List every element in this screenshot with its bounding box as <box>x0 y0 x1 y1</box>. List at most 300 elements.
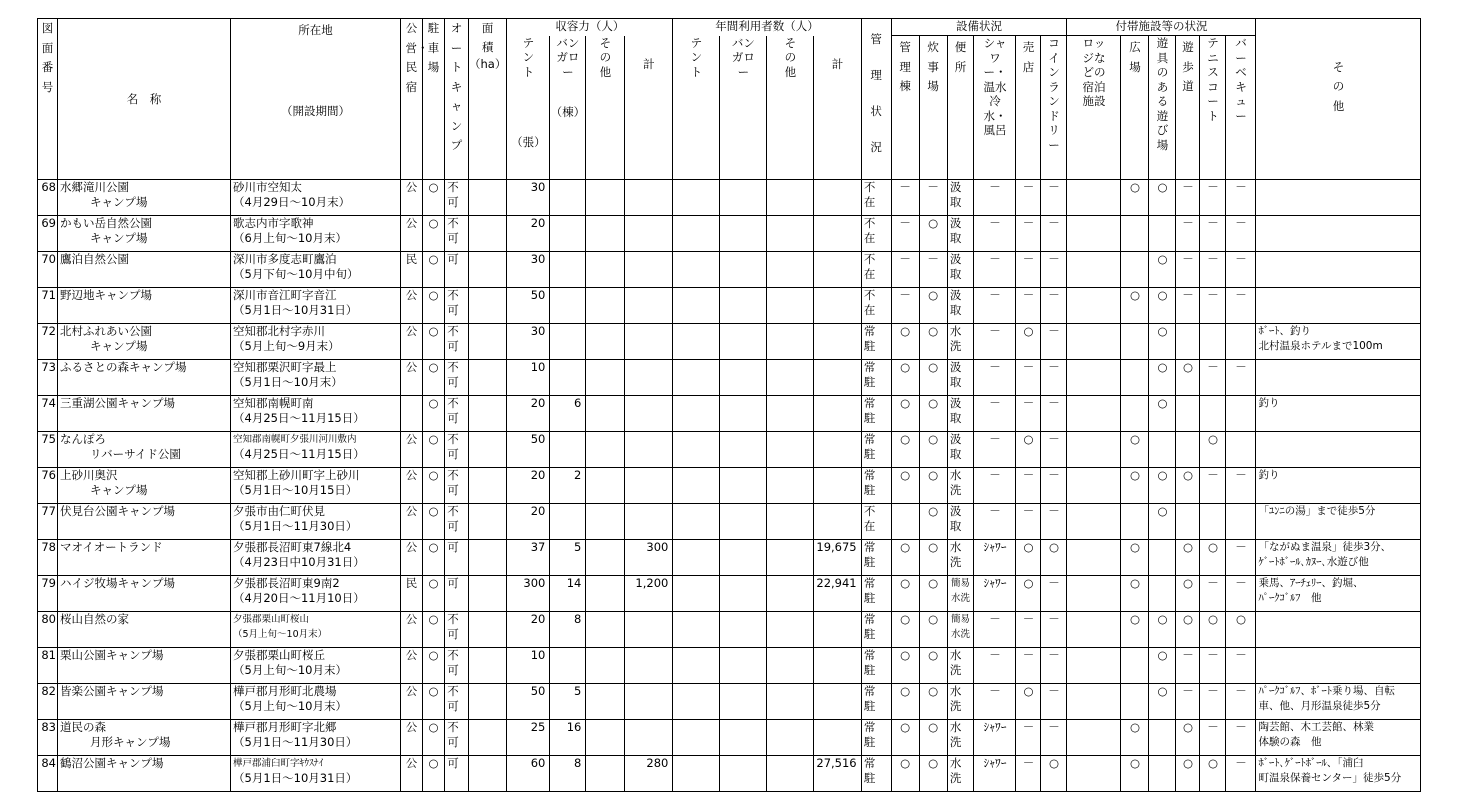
barbecue <box>1226 720 1256 756</box>
cell-play: ○ <box>1157 324 1168 338</box>
capacity-total <box>625 432 673 468</box>
tennis-court <box>1200 648 1226 684</box>
cell-kit: ○ <box>928 360 939 374</box>
walking-path <box>1176 216 1200 252</box>
table-row <box>38 540 1421 576</box>
capacity-other <box>586 612 625 648</box>
capacity-tent <box>507 396 550 432</box>
cell-other: 陶芸館、木工芸館、林業 <box>1258 721 1374 733</box>
users-tent <box>673 360 720 396</box>
cell-auto: 可 <box>447 540 459 554</box>
capacity-tent <box>507 252 550 288</box>
cell-name1: マオイオートランド <box>60 540 163 554</box>
cell-loc: 樺戸郡月形町北農場 <box>233 684 337 698</box>
capacity-bungalow <box>550 216 586 252</box>
cell-no: 76 <box>41 468 56 482</box>
users-bungalow <box>720 252 767 288</box>
capacity-other <box>586 216 625 252</box>
tennis-court <box>1200 720 1226 756</box>
cell-plaza: ○ <box>1129 756 1140 770</box>
ownership <box>401 288 423 324</box>
cell-ten: － <box>1207 360 1219 374</box>
capacity-total <box>625 612 673 648</box>
cell-loc: 夕張市由仁町伏見 <box>233 504 325 518</box>
header-cap-tent-unit: （張） <box>511 135 546 149</box>
lodge <box>1067 180 1121 216</box>
toilet <box>947 504 974 540</box>
campground-table <box>37 18 1421 792</box>
cell-no: 77 <box>41 504 56 518</box>
tennis-court <box>1200 612 1226 648</box>
cell-period: （5月1日～10月15日） <box>233 483 358 497</box>
users-other <box>767 612 814 648</box>
auto-camp <box>445 504 469 540</box>
cell-wc: 簡易水洗 <box>951 614 971 640</box>
playground <box>1149 252 1176 288</box>
cell-park: ○ <box>428 468 439 482</box>
users-bungalow <box>720 504 767 540</box>
ownership <box>401 360 423 396</box>
map-number <box>38 324 58 360</box>
cell-ldy: － <box>1048 216 1060 230</box>
auto-camp <box>445 576 469 612</box>
cell-mgmt: 常駐 <box>863 684 876 713</box>
laundry <box>1041 252 1067 288</box>
cell-mgmt: 不在 <box>863 252 876 281</box>
header-area-unit: （ha） <box>469 57 507 71</box>
barbecue <box>1226 468 1256 504</box>
header-users-bungalow: バンガロー <box>731 35 755 79</box>
management-status <box>861 288 891 324</box>
users-tent <box>673 396 720 432</box>
shop <box>1016 180 1041 216</box>
lodge <box>1067 252 1121 288</box>
tennis-court <box>1200 540 1226 576</box>
auto-camp <box>445 540 469 576</box>
cell-no: 68 <box>41 180 56 194</box>
cell-mb: ○ <box>900 684 911 698</box>
cell-period: （4月29日～10月末） <box>233 195 351 209</box>
cell-other: 釣り <box>1258 469 1280 481</box>
mgmt-building <box>891 324 919 360</box>
capacity-tent <box>507 540 550 576</box>
users-tent <box>673 468 720 504</box>
cell-ten: － <box>1207 468 1219 482</box>
cell-name1: 野辺地キャンプ場 <box>60 288 152 302</box>
lodge <box>1067 360 1121 396</box>
laundry <box>1041 432 1067 468</box>
map-number <box>38 468 58 504</box>
shower <box>974 468 1016 504</box>
shower <box>974 612 1016 648</box>
management-status <box>861 324 891 360</box>
facility-name <box>58 288 231 324</box>
capacity-tent <box>507 612 550 648</box>
mgmt-building <box>891 468 919 504</box>
facility-name <box>58 324 231 360</box>
cell-period: （5月1日～11月30日） <box>233 735 358 749</box>
cell-loc: 樺戸郡月形町字北郷 <box>233 720 337 734</box>
cell-ten: ○ <box>1207 612 1218 626</box>
capacity-bungalow <box>550 504 586 540</box>
playground <box>1149 504 1176 540</box>
map-number <box>38 756 58 792</box>
capacity-bungalow <box>550 720 586 756</box>
area <box>469 684 507 720</box>
mgmt-building <box>891 720 919 756</box>
location-period <box>231 396 401 432</box>
other-facilities <box>1256 360 1421 396</box>
cell-mgmt: 常駐 <box>863 432 876 461</box>
header-area: 面積 <box>481 21 494 54</box>
cell-plaza: ○ <box>1129 468 1140 482</box>
users-bungalow <box>720 756 767 792</box>
cell-ten: － <box>1207 720 1219 734</box>
toilet <box>947 684 974 720</box>
mgmt-building <box>891 684 919 720</box>
cell-mb: ○ <box>900 468 911 482</box>
facility-name <box>58 540 231 576</box>
users-bungalow <box>720 720 767 756</box>
cell-park: ○ <box>428 612 439 626</box>
mgmt-building <box>891 648 919 684</box>
capacity-bungalow <box>550 288 586 324</box>
cell-other2: ｹﾞｰﾄﾎﾞｰﾙ､ｶﾇｰ､水遊び他 <box>1258 556 1369 568</box>
shop <box>1016 360 1041 396</box>
map-number <box>38 288 58 324</box>
toilet <box>947 216 974 252</box>
shop <box>1016 468 1041 504</box>
cell-shop: － <box>1022 648 1035 662</box>
cell-mgmt: 常駐 <box>863 360 876 389</box>
capacity-other <box>586 180 625 216</box>
shower <box>974 684 1016 720</box>
users-tent <box>673 288 720 324</box>
area <box>469 756 507 792</box>
map-number <box>38 396 58 432</box>
barbecue <box>1226 252 1256 288</box>
cell-tent: 37 <box>530 540 546 554</box>
cell-utot: 22,941 <box>816 576 857 590</box>
cell-kit: ○ <box>928 432 939 446</box>
cell-mb: － <box>899 216 911 230</box>
cell-no: 73 <box>41 360 56 374</box>
capacity-other <box>586 468 625 504</box>
other-facilities <box>1256 612 1421 648</box>
lodge <box>1067 612 1121 648</box>
users-bungalow <box>720 468 767 504</box>
parking <box>423 360 445 396</box>
cell-ten: － <box>1207 684 1219 698</box>
cell-name1: 鶴沼公園キャンプ場 <box>60 756 164 770</box>
cell-path: ○ <box>1182 540 1193 554</box>
cell-shop: － <box>1022 180 1035 194</box>
management-status <box>861 576 891 612</box>
cell-sh: － <box>989 360 1001 374</box>
users-other <box>767 720 814 756</box>
cell-own: 公 <box>405 432 418 446</box>
shower <box>974 324 1016 360</box>
walking-path <box>1176 180 1200 216</box>
cell-name2: 月形キャンプ場 <box>90 735 171 749</box>
kitchen <box>919 252 947 288</box>
cell-loc: 空知郡北村字赤川 <box>233 324 325 338</box>
users-tent <box>673 432 720 468</box>
mgmt-building <box>891 180 919 216</box>
cell-path: － <box>1182 180 1194 194</box>
lodge <box>1067 576 1121 612</box>
cell-path: ○ <box>1182 612 1193 626</box>
map-number <box>38 576 58 612</box>
users-total <box>814 684 861 720</box>
playground <box>1149 432 1176 468</box>
kitchen <box>919 360 947 396</box>
parking <box>423 540 445 576</box>
toilet <box>947 576 974 612</box>
playground <box>1149 216 1176 252</box>
kitchen <box>919 684 947 720</box>
cell-name2: キャンプ場 <box>90 195 148 209</box>
cell-kit: ○ <box>928 648 939 662</box>
header-cap-total: 計 <box>643 56 655 71</box>
shop <box>1016 396 1041 432</box>
cell-ldy: － <box>1048 648 1060 662</box>
cell-bbq: － <box>1235 756 1247 770</box>
barbecue <box>1226 360 1256 396</box>
mgmt-building <box>891 396 919 432</box>
cell-name1: 道民の森 <box>60 720 106 734</box>
cell-park: ○ <box>428 576 439 590</box>
other-facilities <box>1256 180 1421 216</box>
other-facilities <box>1256 252 1421 288</box>
kitchen <box>919 468 947 504</box>
cell-ten: ○ <box>1207 540 1218 554</box>
cell-own: 公 <box>405 720 418 734</box>
cell-mb: － <box>899 180 911 194</box>
capacity-total <box>625 324 673 360</box>
area <box>469 612 507 648</box>
cell-plaza: ○ <box>1129 432 1140 446</box>
cell-other2: 町温泉保養センター」徒歩5分 <box>1258 772 1402 784</box>
area <box>469 288 507 324</box>
cell-other: 釣り <box>1258 397 1280 409</box>
cell-own: 公 <box>405 288 418 302</box>
management-status <box>861 432 891 468</box>
cell-path: ○ <box>1182 576 1193 590</box>
cell-ten: － <box>1207 180 1219 194</box>
ownership <box>401 576 423 612</box>
cell-ten: － <box>1207 648 1219 662</box>
header-map-no: 図面番号 <box>41 21 54 94</box>
cell-tent: 50 <box>530 684 546 698</box>
cell-shop: － <box>1022 720 1035 734</box>
auto-camp <box>445 684 469 720</box>
cell-name1: 皆楽公園キャンプ場 <box>60 684 164 698</box>
parking <box>423 720 445 756</box>
capacity-total <box>625 288 673 324</box>
cell-mgmt: 不在 <box>863 216 876 245</box>
cell-shop: － <box>1022 288 1035 302</box>
users-other <box>767 756 814 792</box>
ownership <box>401 468 423 504</box>
shower <box>974 720 1016 756</box>
cell-shop: － <box>1022 396 1035 410</box>
area <box>469 432 507 468</box>
shop <box>1016 432 1041 468</box>
plaza <box>1121 504 1149 540</box>
facility-name <box>58 396 231 432</box>
users-other <box>767 396 814 432</box>
cell-sh: － <box>989 648 1001 662</box>
shower <box>974 648 1016 684</box>
cell-mgmt: 常駐 <box>863 540 876 569</box>
cell-tent: 60 <box>530 756 546 770</box>
header-f-laundry: コインランドリー <box>1048 36 1060 152</box>
table-row <box>38 180 1421 216</box>
cell-auto: 不可 <box>447 216 459 245</box>
facility-name <box>58 612 231 648</box>
cell-kit: ○ <box>928 684 939 698</box>
management-status <box>861 648 891 684</box>
ownership <box>401 684 423 720</box>
capacity-tent <box>507 720 550 756</box>
cell-period: （5月上旬～10月末） <box>233 629 328 640</box>
mgmt-building <box>891 288 919 324</box>
toilet <box>947 540 974 576</box>
users-other <box>767 288 814 324</box>
capacity-bungalow <box>550 540 586 576</box>
cell-other2: 体験の森 他 <box>1258 736 1322 748</box>
cell-path: ○ <box>1182 468 1193 482</box>
cell-auto: 不可 <box>447 468 459 497</box>
cell-auto: 不可 <box>447 360 459 389</box>
shower <box>974 504 1016 540</box>
management-status <box>861 684 891 720</box>
shower <box>974 216 1016 252</box>
cell-tent: 10 <box>530 360 546 374</box>
other-facilities <box>1256 756 1421 792</box>
cell-own: 公 <box>405 540 418 554</box>
users-tent <box>673 756 720 792</box>
cell-mb: ○ <box>900 396 911 410</box>
mgmt-building <box>891 540 919 576</box>
laundry <box>1041 684 1067 720</box>
cell-kit: ○ <box>928 612 939 626</box>
cell-wc: 汲取 <box>949 216 962 245</box>
cell-own: 民 <box>405 576 418 590</box>
users-total <box>814 576 861 612</box>
tennis-court <box>1200 360 1226 396</box>
cell-tent: 20 <box>530 216 546 230</box>
capacity-total <box>625 216 673 252</box>
cell-sh: ｼｬﾜｰ <box>983 720 1007 734</box>
cell-mb: ○ <box>900 576 911 590</box>
cell-play: ○ <box>1157 252 1168 266</box>
cell-auto: 不可 <box>447 324 459 353</box>
cell-other: ﾎﾞｰﾄ、釣り <box>1258 325 1311 337</box>
cell-path: ○ <box>1182 720 1193 734</box>
cell-bbq: － <box>1235 648 1247 662</box>
playground <box>1149 540 1176 576</box>
cell-wc: 汲取 <box>949 360 962 389</box>
cell-mgmt: 不在 <box>863 180 876 209</box>
map-number <box>38 432 58 468</box>
barbecue <box>1226 324 1256 360</box>
users-tent <box>673 576 720 612</box>
cell-auto: 不可 <box>447 648 459 677</box>
users-total <box>814 756 861 792</box>
area <box>469 468 507 504</box>
header-f-shop: 売店 <box>1022 40 1035 74</box>
cell-bbq: － <box>1235 288 1247 302</box>
cell-plaza: ○ <box>1129 720 1140 734</box>
table-row <box>38 360 1421 396</box>
cell-own: 公 <box>405 216 418 230</box>
cell-name1: 上砂川奥沢 <box>60 468 118 482</box>
header-a-bbq: バーベキュー <box>1235 36 1247 123</box>
barbecue <box>1226 288 1256 324</box>
other-facilities <box>1256 540 1421 576</box>
capacity-bungalow <box>550 432 586 468</box>
walking-path <box>1176 360 1200 396</box>
table-row <box>38 720 1421 756</box>
cell-bung: 8 <box>574 756 582 770</box>
cell-wc: 水洗 <box>949 648 962 677</box>
cell-no: 84 <box>41 756 56 770</box>
cell-mgmt: 常駐 <box>863 396 876 425</box>
cell-mgmt: 常駐 <box>863 648 876 677</box>
ownership <box>401 648 423 684</box>
kitchen <box>919 612 947 648</box>
users-other <box>767 468 814 504</box>
cell-kit: ○ <box>928 540 939 554</box>
cell-tot: 280 <box>646 756 669 770</box>
parking <box>423 684 445 720</box>
plaza <box>1121 468 1149 504</box>
cell-park: ○ <box>428 360 439 374</box>
laundry <box>1041 468 1067 504</box>
plaza <box>1121 360 1149 396</box>
laundry <box>1041 504 1067 540</box>
capacity-tent <box>507 324 550 360</box>
auto-camp <box>445 468 469 504</box>
cell-no: 80 <box>41 612 56 626</box>
cell-ldy: － <box>1048 180 1060 194</box>
capacity-bungalow <box>550 612 586 648</box>
location-period <box>231 468 401 504</box>
cell-shop: － <box>1022 216 1035 230</box>
mgmt-building <box>891 432 919 468</box>
auto-camp <box>445 252 469 288</box>
shower <box>974 360 1016 396</box>
cell-name1: 北村ふれあい公園 <box>60 324 152 338</box>
users-bungalow <box>720 612 767 648</box>
users-tent <box>673 540 720 576</box>
cell-own: 公 <box>405 648 418 662</box>
cell-name1: 三重湖公園キャンプ場 <box>60 396 175 410</box>
cell-bung: 5 <box>574 540 582 554</box>
mgmt-building <box>891 216 919 252</box>
cell-bbq: － <box>1235 540 1247 554</box>
auto-camp <box>445 396 469 432</box>
location-period <box>231 288 401 324</box>
area <box>469 360 507 396</box>
area <box>469 252 507 288</box>
capacity-bungalow <box>550 396 586 432</box>
cell-loc: 空知郡南幌町南 <box>233 396 314 410</box>
mgmt-building <box>891 360 919 396</box>
cell-period: （5月1日～11月30日） <box>233 519 358 533</box>
